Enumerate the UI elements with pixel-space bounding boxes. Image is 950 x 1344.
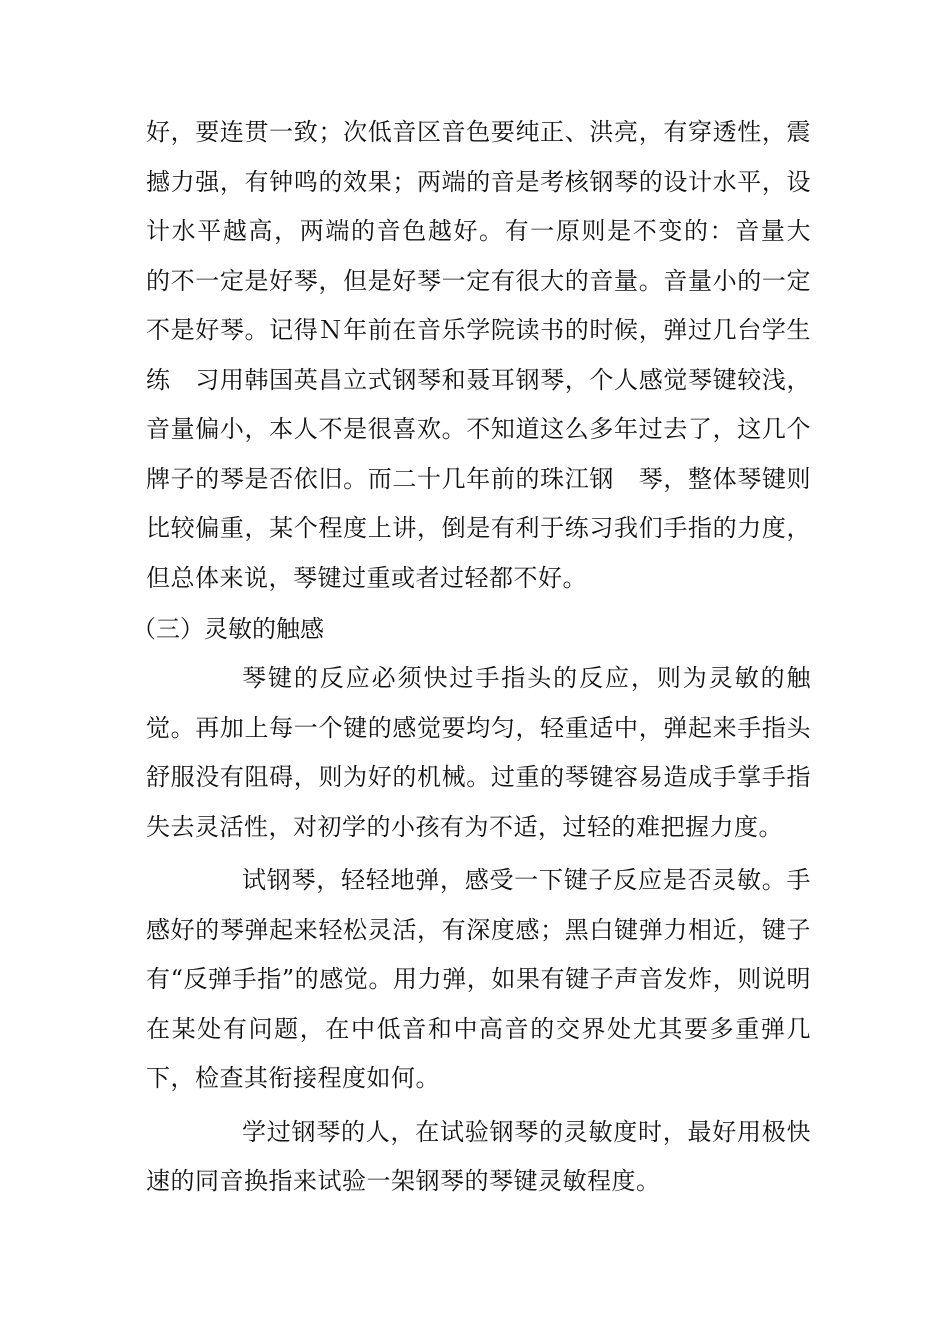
paragraph-sound-quality: 好，要连贯一致；次低音区音色要纯正、洪亮，有穿透性，震撼力强，有钟鸣的效果；两端的音是考核钢琴的设计水平，设计水平越高，两端的音色越好。有一原则是不变的：音量大 的不一定是好琴，但是好琴一定有很大的音量。音量小的一定不是好琴。记得Ｎ年前在音乐学院读书的时候，弹过几台学生练 习用韩国英昌立式钢琴和聂耳钢琴，个人感觉琴键较浅，音量偏小，本人不是很喜欢。不知道这么多年过去了，这几个牌子的琴是否依旧。而二十几年前的珠江钢 琴，整体琴键则比较偏重，某个程度上讲，倒是有利于练习我们手指的力度，但总体来说，琴键过重或者过轻都不好。 (146, 118, 836, 592)
paragraph-finger-test: 学过钢琴的人，在试验钢琴的灵敏度时，最好用极快速的同音换指来试验一架钢琴的琴键灵敏程度。 (146, 1117, 811, 1195)
paragraph-key-response: 琴键的反应必须快过手指头的反应，则为灵敏的触觉。再加上每一个键的感觉要均匀，轻重适中，弹起来手指头舒服没有阻碍，则为好的机械。过重的琴键容易造成手掌手指失去灵活性，对初学的小孩有为不适，过轻的难把握力度。 (146, 664, 811, 841)
document-body (132, 108, 836, 1207)
paragraph-testing-touch: 试钢琴，轻轻地弹，感受一下键子反应是否灵敏。手感好的琴弹起来轻松灵活，有深度感；黑白键弹力相近，键子有“反弹手指”的感觉。用力弹，如果有键子声音发炸，则说明在某处有问题，在中低音和中高音的交界处尤其要多重弹几下，检查其衔接程度如何。 (146, 866, 811, 1092)
section-heading-touch: （三）灵敏的触感 (132, 615, 324, 643)
